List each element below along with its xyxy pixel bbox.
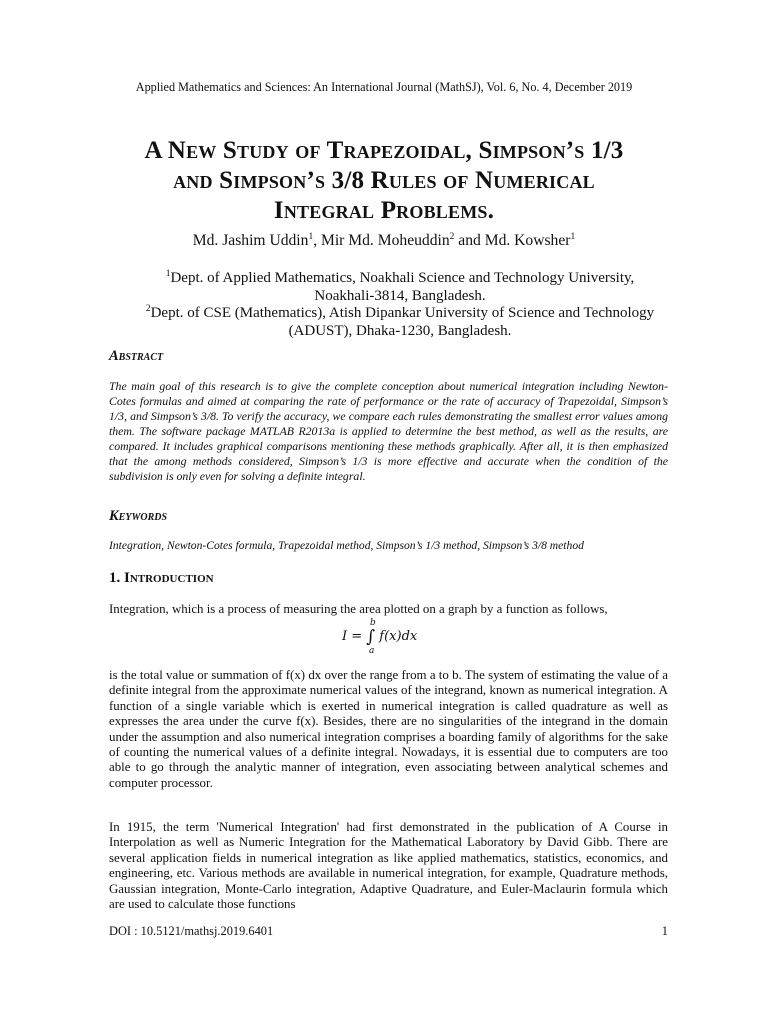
affiliation-1-mark: 1 bbox=[165, 269, 171, 279]
author-list bbox=[0, 232, 768, 250]
abstract-heading: Abstract bbox=[109, 348, 164, 364]
affiliation-2 bbox=[140, 301, 660, 340]
intro-paragraph-3: In 1915, the term 'Numerical Integration' had first demonstrated in the publication of A Course in Interpolation as well as Numeric Integration for the Mathematical Laboratory by David Gibb. There are several application fields in numerical integration as like applied mathematics, statistics, economics, and engineering, etc. Various methods are available in numerical integration, for example, Quadrature methods, Gaussian integration, Monte-Carlo integration, Adaptive Quadrature, and Euler-Maclaurin formula which are used to calculate those functions bbox=[109, 820, 668, 912]
title-line-2: and Simpson’s 3/8 Rules of Numerical bbox=[173, 167, 595, 194]
title-line-1: A New Study of Trapezoidal, Simpson’s 1/3 bbox=[144, 137, 624, 164]
author-2-affiliation-mark: 2 bbox=[449, 232, 455, 242]
author-3-affiliation-mark: 1 bbox=[570, 232, 576, 242]
doi-label: DOI : 10.5121/mathsj.2019.6401 bbox=[109, 924, 274, 938]
equation-integrand: f(x)dx bbox=[379, 629, 418, 644]
introduction-heading: 1. Introduction bbox=[109, 570, 214, 586]
author-separator: , bbox=[313, 232, 321, 250]
keywords-text: Integration, Newton-Cotes formula, Trapezoidal method, Simpson’s 1/3 method, Simpson’s 3/8 method bbox=[109, 539, 584, 552]
equation-lhs: I = bbox=[342, 629, 367, 644]
equation-body bbox=[342, 627, 417, 647]
affiliation-1 bbox=[140, 266, 660, 305]
page-footer bbox=[109, 924, 668, 939]
intro-paragraph-2: is the total value or summation of f(x) dx over the range from a to b. The system of estimating the value of a definite integral from the approximate numerical values of the integrand, known as numerical integration. A function of a single variable which is exerted in numerical integration is called quadrature as well as expresses the area under the curve f(x). Besides, there are no singularities of the integrand in the domain under the assumption and also numerical integration comprises a boarding family of algorithms for the sake of counting the numerical values of a definite integral. Nowadays, it is essential due to computers are too able to go through the analytic manner of integration, even associating between analytical schemes and computer processor. bbox=[109, 668, 668, 790]
page-number: 1 bbox=[661, 924, 668, 938]
keywords-heading: Keywords bbox=[109, 508, 168, 524]
title-line-3: Integral Problems. bbox=[273, 197, 495, 224]
affiliation-1-text: Dept. of Applied Mathematics, Noakhali Science and Technology University, Noakhali-3814, Bangladesh. bbox=[170, 270, 635, 304]
integral-sign: ∫ bbox=[366, 627, 376, 647]
author-separator: and bbox=[454, 232, 485, 250]
author-3: Md. Kowsher bbox=[484, 232, 571, 250]
integral-equation bbox=[342, 618, 452, 658]
affiliation-2-text: Dept. of CSE (Mathematics), Atish Dipankar University of Science and Technology (ADUST), Dhaka-1230, Bangladesh. bbox=[150, 305, 655, 339]
author-2: Mir Md. Moheuddin bbox=[320, 232, 450, 250]
integral-lower-limit: a bbox=[369, 646, 375, 656]
author-1: Md. Jashim Uddin bbox=[192, 232, 309, 250]
running-header: Applied Mathematics and Sciences: An International Journal (MathSJ), Vol. 6, No. 4, December 2019 bbox=[135, 80, 633, 94]
paper-title bbox=[60, 136, 708, 226]
author-1-affiliation-mark: 1 bbox=[308, 232, 314, 242]
intro-paragraph-1: Integration, which is a process of measuring the area plotted on a graph by a function as follows, bbox=[109, 602, 608, 616]
abstract-text: The main goal of this research is to give the complete conception about numerical integration including Newton-Cotes formulas and aimed at comparing the rate of performance or the rate of accuracy of Trapezoidal, Simpson’s 1/3, and Simpson’s 3/8. To verify the accuracy, we compare each rules demonstrating the smallest error values among them. The software package MATLAB R2013a is applied to determine the best method, as well as the results, are compared. It includes graphical comparisons mentioning these methods graphically. After all, it is then emphasized that the among methods considered, Simpson’s 1/3 is more effective and accurate when the condition of the subdivision is only even for solving a definite integral. bbox=[109, 379, 668, 483]
affiliation-2-mark: 2 bbox=[145, 304, 151, 314]
integral-upper-limit: b bbox=[370, 618, 376, 628]
